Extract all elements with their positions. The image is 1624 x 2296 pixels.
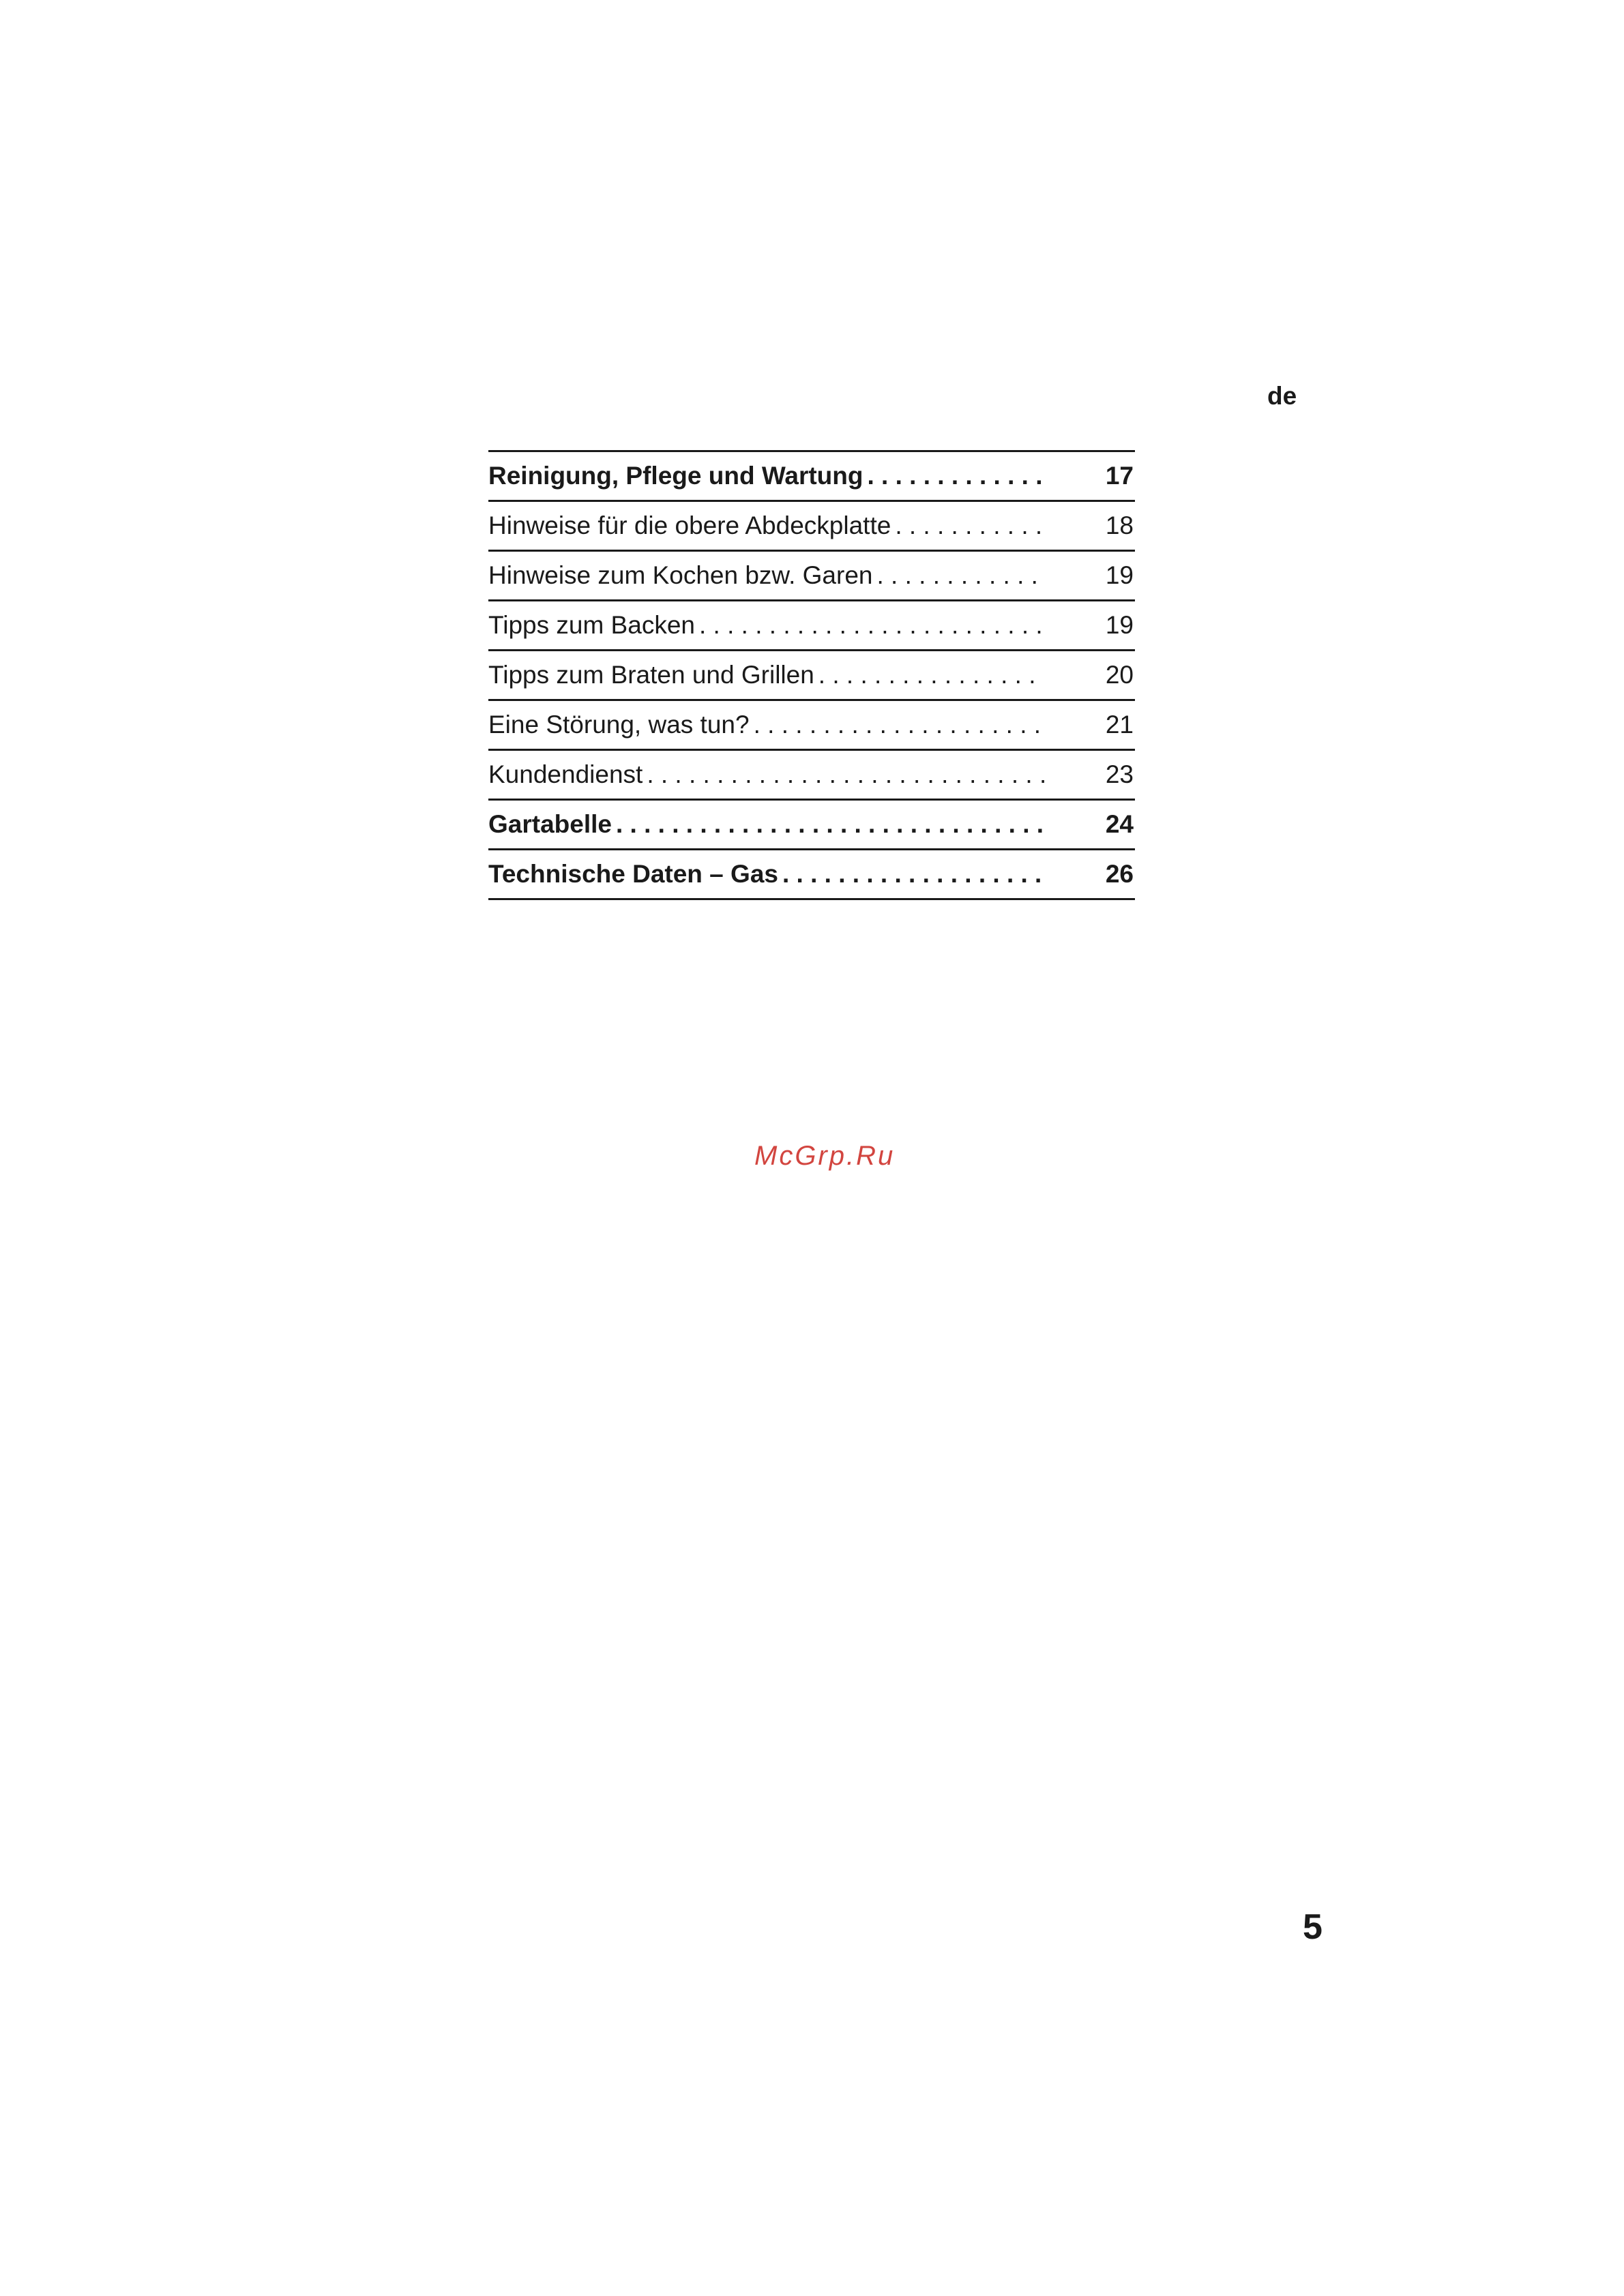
toc-entry-page: 17: [1105, 462, 1134, 490]
toc-leader-dots: [695, 611, 1045, 640]
toc-leader-dots: [891, 511, 1045, 540]
toc-entry-page: 24: [1105, 810, 1134, 838]
toc-entry-title: Hinweise zum Kochen bzw. Garen: [488, 561, 873, 589]
toc-entry-page: 23: [1105, 760, 1134, 788]
watermark-text: McGrp.Ru: [754, 1141, 896, 1171]
toc-entry-title: Eine Störung, was tun?: [488, 711, 750, 739]
toc-entry-title: Technische Daten – Gas: [488, 860, 778, 888]
toc-entry-title: Hinweise für die obere Abdeckplatte: [488, 511, 891, 539]
toc-entry-kochen[interactable]: [488, 552, 1135, 601]
language-tag: de: [1267, 382, 1297, 410]
toc-entry-page: 21: [1105, 711, 1134, 739]
toc-leader-dots: [778, 860, 1045, 889]
table-of-contents: [488, 450, 1135, 900]
toc-entry-title: Gartabelle: [488, 810, 612, 838]
toc-entry-kundendienst[interactable]: [488, 751, 1135, 801]
toc-entry-page: 19: [1105, 611, 1134, 639]
toc-entry-reinigung[interactable]: [488, 452, 1135, 502]
toc-entry-title: Reinigung, Pflege und Wartung: [488, 462, 863, 490]
toc-entry-title: Kundendienst: [488, 760, 643, 788]
toc-leader-dots: [643, 760, 1045, 789]
toc-entry-page: 20: [1105, 661, 1134, 689]
toc-entry-title: Tipps zum Braten und Grillen: [488, 661, 814, 689]
toc-entry-technische-daten[interactable]: [488, 850, 1135, 900]
toc-leader-dots: [814, 661, 1045, 689]
toc-entry-page: 19: [1105, 561, 1134, 589]
page-number: 5: [1303, 1907, 1323, 1947]
toc-leader-dots: [612, 810, 1045, 839]
toc-entry-abdeckplatte[interactable]: [488, 502, 1135, 552]
toc-leader-dots: [863, 462, 1045, 490]
toc-entry-braten[interactable]: [488, 651, 1135, 701]
toc-entry-gartabelle[interactable]: [488, 801, 1135, 850]
toc-leader-dots: [750, 711, 1045, 739]
toc-leader-dots: [873, 561, 1046, 590]
toc-entry-page: 18: [1105, 511, 1134, 539]
toc-entry-stoerung[interactable]: [488, 701, 1135, 751]
toc-entry-title: Tipps zum Backen: [488, 611, 695, 639]
toc-entry-page: 26: [1105, 860, 1134, 888]
toc-entry-backen[interactable]: [488, 601, 1135, 651]
